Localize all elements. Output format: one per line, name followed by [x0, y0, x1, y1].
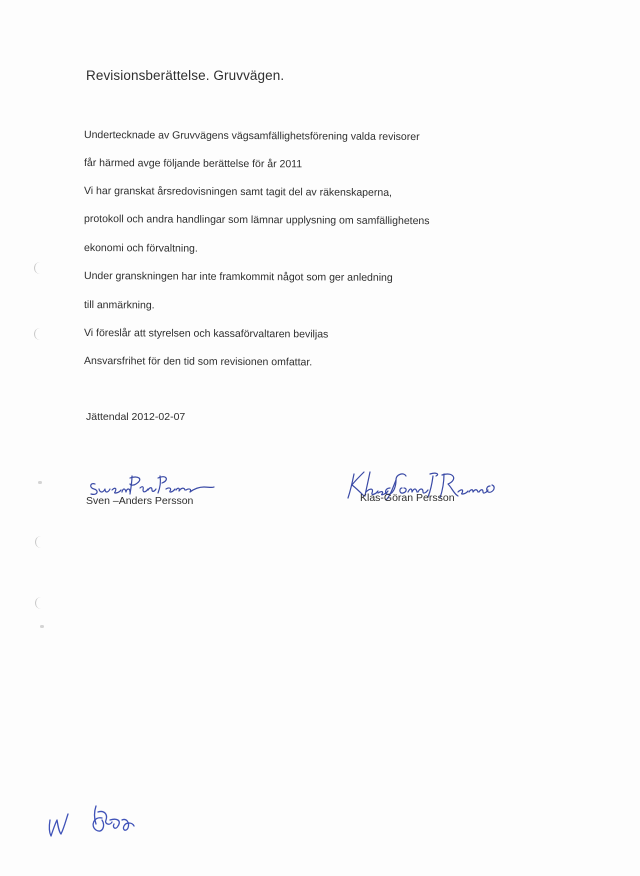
- punch-hole-mark: [35, 536, 44, 548]
- body-line-5: ekonomi och förvaltning.: [83, 242, 198, 255]
- handwritten-initials: [44, 798, 144, 844]
- body-line-1: Undertecknade av Gruvvägens vägsamfällighetsförening valda revisorer: [83, 129, 420, 144]
- body-line-2: får härmed avge följande berättelse för år 2011: [83, 157, 303, 171]
- scan-speck: [40, 625, 44, 628]
- body-line-7: till anmärkning.: [83, 299, 155, 312]
- signer-name-1: Sven –Anders Persson: [86, 495, 194, 507]
- body-line-8: Vi föreslår att styrelsen och kassaförvaltaren beviljas: [83, 327, 329, 341]
- scan-speck: [38, 481, 42, 484]
- signer-name-2: Klas-Göran Persson: [360, 492, 455, 504]
- punch-hole-mark: [35, 597, 44, 609]
- body-line-6: Under granskningen har inte framkommit något som ger anledning: [83, 270, 393, 284]
- body-line-9: Ansvarsfrihet för den tid som revisionen omfattar.: [83, 355, 313, 369]
- punch-hole-mark: [34, 262, 43, 274]
- document-title: Revisionsberättelse. Gruvvägen.: [86, 68, 285, 83]
- punch-hole-mark: [34, 328, 43, 340]
- body-line-4: protokoll och andra handlingar som lämnar upplysning om samfällighetens: [83, 213, 430, 228]
- body-line-3: Vi har granskat årsredovisningen samt tagit del av räkenskaperna,: [83, 185, 393, 199]
- place-date: Jättendal 2012-02-07: [86, 411, 186, 423]
